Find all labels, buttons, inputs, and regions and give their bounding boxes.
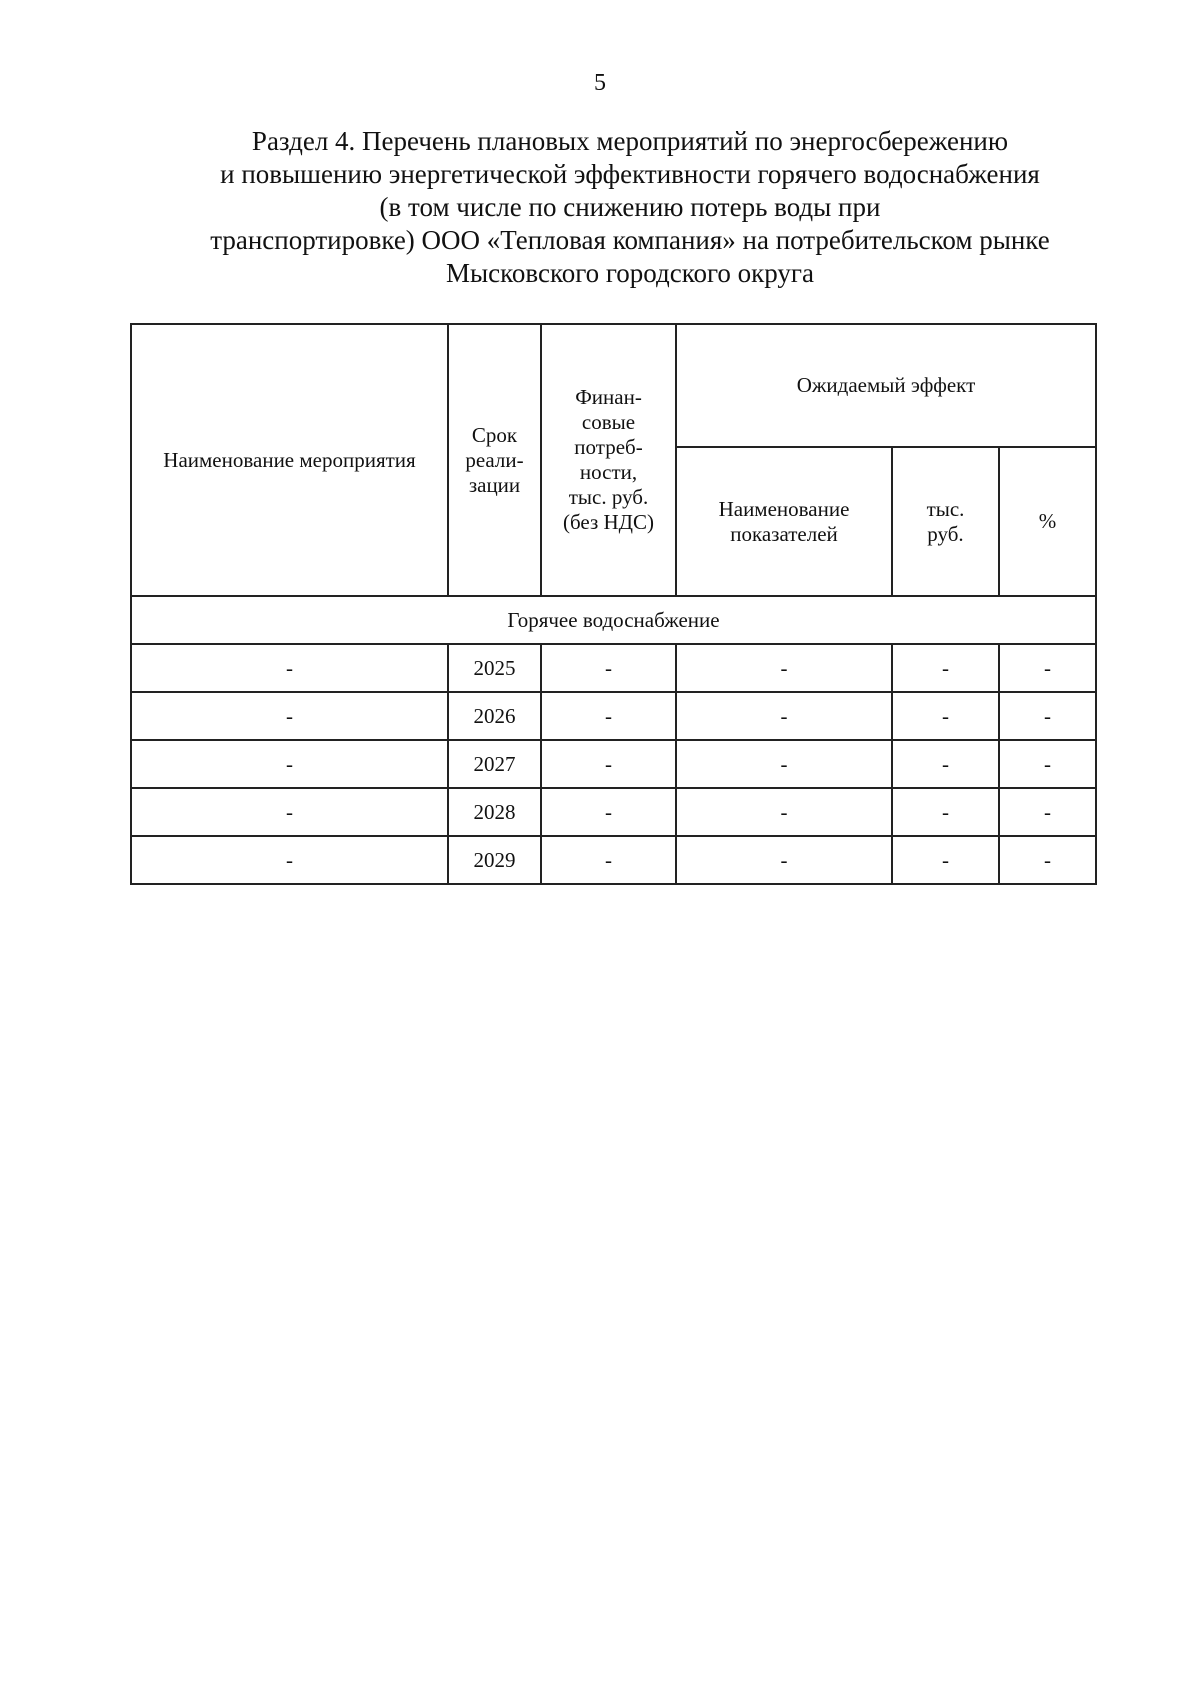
table-row — [131, 788, 1096, 836]
cell-year: 2026 — [448, 692, 541, 740]
cell-measure-name: - — [131, 836, 448, 884]
cell-percent: - — [999, 836, 1096, 884]
cell-finance: - — [541, 692, 676, 740]
header-measure-name: Наименование мероприятия — [131, 324, 448, 596]
title-line: и повышению энергетической эффективности горячего водоснабжения — [220, 159, 1040, 189]
cell-year: 2029 — [448, 836, 541, 884]
cell-finance: - — [541, 836, 676, 884]
measures-table — [130, 323, 1097, 885]
cell-thousand-rub: - — [892, 788, 999, 836]
cell-percent: - — [999, 644, 1096, 692]
header-thousand-rub: тыс. руб. — [892, 447, 999, 596]
cell-measure-name: - — [131, 740, 448, 788]
header-finance: Финан- совые потреб- ности, тыс. руб. (без НДС) — [541, 324, 676, 596]
cell-year: 2025 — [448, 644, 541, 692]
cell-finance: - — [541, 788, 676, 836]
table-row — [131, 692, 1096, 740]
title-line: (в том числе по снижению потерь воды при — [379, 192, 881, 222]
table-row — [131, 644, 1096, 692]
title-line: Раздел 4. Перечень плановых мероприятий по энергосбережению — [251, 126, 1009, 156]
page-number: 5 — [594, 70, 606, 96]
cell-thousand-rub: - — [892, 836, 999, 884]
cell-thousand-rub: - — [892, 692, 999, 740]
cell-indicator: - — [676, 836, 892, 884]
cell-indicator: - — [676, 692, 892, 740]
cell-percent: - — [999, 740, 1096, 788]
cell-percent: - — [999, 692, 1096, 740]
table-row — [131, 836, 1096, 884]
title-line: Мысковского городского округа — [446, 258, 814, 288]
title-line: транспортировке) ООО «Тепловая компания» на потребительском рынке — [210, 225, 1050, 255]
cell-finance: - — [541, 740, 676, 788]
section-row — [131, 596, 1096, 644]
header-row — [131, 324, 1096, 447]
cell-measure-name: - — [131, 644, 448, 692]
header-indicators: Наименование показателей — [676, 447, 892, 596]
header-expected-effect: Ожидаемый эффект — [676, 324, 1096, 447]
cell-indicator: - — [676, 740, 892, 788]
cell-measure-name: - — [131, 692, 448, 740]
cell-indicator: - — [676, 644, 892, 692]
section-title — [180, 125, 1080, 290]
cell-indicator: - — [676, 788, 892, 836]
cell-year: 2028 — [448, 788, 541, 836]
cell-thousand-rub: - — [892, 740, 999, 788]
cell-percent: - — [999, 788, 1096, 836]
cell-finance: - — [541, 644, 676, 692]
section-label: Горячее водоснабжение — [131, 596, 1096, 644]
cell-measure-name: - — [131, 788, 448, 836]
header-percent: % — [999, 447, 1096, 596]
table-row — [131, 740, 1096, 788]
header-term: Срок реали- зации — [448, 324, 541, 596]
cell-year: 2027 — [448, 740, 541, 788]
cell-thousand-rub: - — [892, 644, 999, 692]
